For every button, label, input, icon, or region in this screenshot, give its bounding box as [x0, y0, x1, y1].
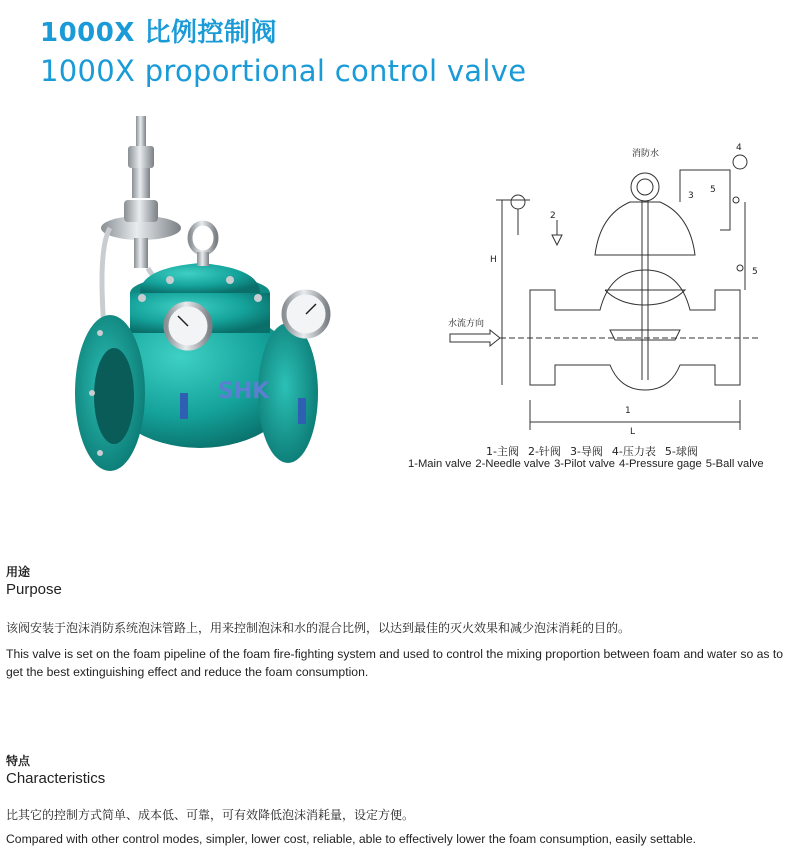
purpose-text-en: This valve is set on the foam pipeline of the foam fire-fighting system and used to control the mixing proportion between foam and water so as to get the best extinguishing effect and reduce the foam consumption. [6, 647, 784, 679]
legend-item: 4-Pressure gage [619, 458, 702, 470]
legend-item: 4-压力表 [611, 445, 656, 458]
part-number: 3 [688, 191, 694, 201]
ball-valve-handle-left [180, 393, 188, 419]
part-number: 2 [550, 211, 556, 221]
technical-drawing [430, 140, 800, 450]
purpose-heading-cn: 用途 [6, 565, 31, 579]
legend-english [408, 458, 768, 470]
legend-chinese [486, 443, 707, 459]
legend-item: 1-主阀 [486, 445, 519, 458]
brand-mark: SHK [218, 379, 270, 404]
ball-valve-handle-right [298, 398, 306, 424]
bonnet [140, 263, 260, 293]
legend-item: 2-Needle valve [475, 458, 551, 470]
part-number: 4 [736, 143, 742, 153]
purpose-heading-en: Purpose [6, 581, 62, 598]
dim-l-label: L [630, 427, 636, 437]
valve-photo [70, 108, 340, 498]
part-number: 1 [625, 406, 631, 416]
pilot-adjust-screw [136, 116, 146, 146]
legend-item: 5-Ball valve [705, 458, 764, 470]
characteristics-text-en: Compared with other control modes, simpler, lower cost, reliable, able to effectively lower the foam consumption, easily settable. [6, 832, 697, 846]
legend-item: 3-Pilot valve [554, 458, 615, 470]
lifting-eye [190, 223, 216, 253]
characteristics-text-cn: 比其它的控制方式简单、成本低、可靠，可有效降低泡沫消耗量，设定方便。 [6, 808, 415, 822]
legend-item: 2-针阀 [527, 445, 561, 458]
characteristics-heading-cn: 特点 [6, 754, 31, 768]
legend-item: 5-球阀 [664, 445, 698, 458]
title-english: 1000X proportional control valve [40, 54, 527, 88]
label-fire-water: 消防水 [632, 149, 660, 159]
title-chinese: 1000X 比例控制阀 [40, 18, 277, 48]
legend-item: 3-导阀 [569, 445, 603, 458]
legend-item: 1-Main valve [408, 458, 472, 470]
purpose-text-cn: 该阀安装于泡沫消防系统泡沫管路上，用来控制泡沫和水的混合比例，以达到最佳的灭火效果和减少泡沫消耗的目的。 [6, 621, 631, 635]
pilot-spring-housing [128, 146, 154, 168]
dim-h-label: H [490, 255, 497, 265]
part-number: 5 [710, 185, 716, 195]
part-number: 5 [752, 267, 758, 277]
characteristics-heading-en: Characteristics [6, 770, 106, 787]
label-flow-direction: 水流方向 [448, 319, 485, 329]
